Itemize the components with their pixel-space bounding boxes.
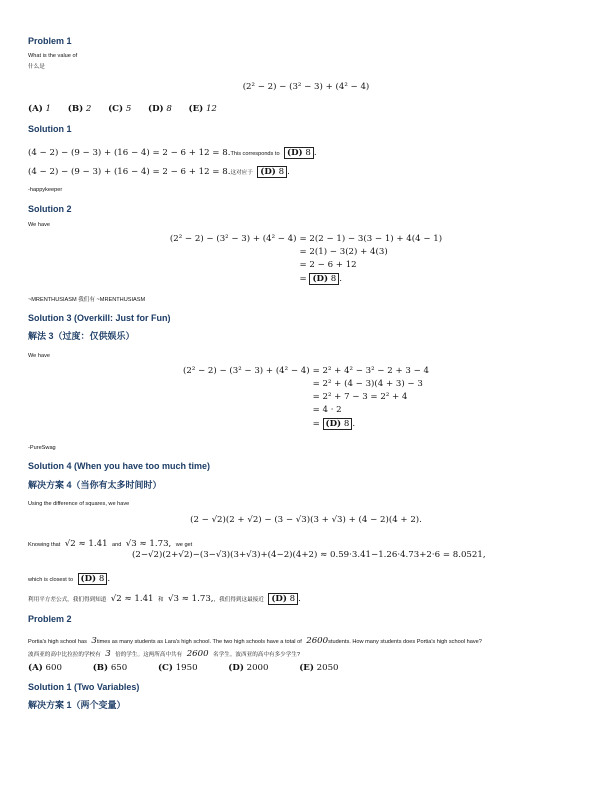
answer-box: (D) 8 [309, 273, 339, 285]
solution-2-equation: (2² − 2) − (3² − 3) + (4² − 4) = 2(2 − 1) − 3(3 − 1) + 4(4 − 1) = 2(1) − 3(2) + 4(3) = 2 − 6 + 12 = (D) 8 . [169, 234, 443, 284]
solution-3-author: -PureSwag [28, 445, 56, 451]
solution-1-line-2: (4 − 2) − (9 − 3) + (16 − 4) = 2 − 6 + 12 = 8.这对应于 (D) 8 . [28, 167, 290, 177]
solution-4-knowing-line: Knowing that √2 ≈ 1.41 and √3 ≈ 1.73, we get [28, 539, 193, 549]
solution-4-heading: Solution 4 (When you have too much time) [28, 461, 211, 471]
solution-1-heading: Solution 1 [28, 124, 72, 134]
choice-b: (B) 2 [67, 104, 92, 114]
solution-4-closest-line: which is closest to (D) 8 . [28, 574, 111, 584]
problem-2-question-en: Portia's high school has 3times as many students as Lara's high school. The two high schools have a total of 2600students. How many students does Portia's high school have? [28, 636, 482, 646]
choice-c: (C) 1950 [157, 663, 198, 673]
problem-1-question-en: What is the value of [28, 53, 78, 59]
choice-e: (E) 12 [188, 104, 217, 114]
choice-a: (A) 1 [28, 104, 52, 114]
solution-4-heading-zh: 解决方案 4（当你有太多时间时） [28, 480, 162, 490]
problem-1-choices [28, 104, 231, 114]
problem-1-question-zh: 什么是 [28, 64, 45, 70]
solution-2-author: ~MRENTHUSIASM 我们有 ~MRENTHUSIASM [28, 297, 146, 303]
problem-1-heading: Problem 1 [28, 36, 72, 46]
solution-1-line-1: (4 − 2) − (9 − 3) + (16 − 4) = 2 − 6 + 12 = 8.This corresponds to (D) 8 . [28, 148, 317, 158]
solution-1-author: -happykeeper [28, 187, 63, 193]
problem-2-question-zh: 波西亚的高中比拉拉的学校有 3 倍的学生。这两所高中共有 2600 名学生。波西亚的高中有多少学生? [28, 649, 301, 659]
solution-3-heading: Solution 3 (Overkill: Just for Fun) [28, 313, 171, 323]
problem-2-heading: Problem 2 [28, 614, 72, 624]
choice-d: (D) 2000 [228, 663, 269, 673]
choice-c: (C) 5 [108, 104, 132, 114]
choice-b: (B) 650 [92, 663, 128, 673]
solution-2-intro: We have [28, 222, 50, 228]
answer-box: (D) 8 [323, 418, 353, 430]
solution-4-equation-1: (2 − √2)(2 + √2) − (3 − √3)(3 + √3) + (4 − 2)(4 + 2). [190, 515, 422, 525]
answer-box: (D) 8 [268, 593, 298, 605]
solution-3-intro: We have [28, 353, 50, 359]
problem-2-solution-1-heading: Solution 1 (Two Variables) [28, 682, 140, 692]
problem-1-expression: (2² − 2) − (3² − 3) + (4² − 4) [242, 82, 370, 92]
solution-3-equation: (2² − 2) − (3² − 3) + (4² − 4) = 2² + 4² − 3² − 2 + 3 − 4 = 2² + (4 − 3)(4 + 3) − 3 = 2² + 7 − 3 = 2² + 4 = 4 · 2 = (D) 8 . [183, 366, 429, 429]
problem-2-choices [28, 663, 367, 673]
problem-2-solution-1-heading-zh: 解决方案 1（两个变量） [28, 700, 126, 710]
solution-2-heading: Solution 2 [28, 204, 72, 214]
answer-box: (D) 8 [78, 573, 108, 585]
answer-box: (D) 8 [284, 147, 314, 159]
solution-4-zh-line: 利用平方差公式，我们得到知道 √2 ≈ 1.41 和 √3 ≈ 1.73,，我们得到这最接近 (D) 8 . [28, 594, 301, 604]
answer-box: (D) 8 [257, 166, 287, 178]
choice-d: (D) 8 [148, 104, 172, 114]
solution-4-equation-2: (2−√2)(2+√2)−(3−√3)(3+√3)+(4−2)(4+2) ≈ 0.59·3.41−1.26·4.73+2·6 = 8.0521, [132, 550, 486, 560]
choice-a: (A) 600 [28, 663, 62, 673]
solution-4-intro: Using the difference of squares, we have [28, 501, 130, 507]
solution-3-heading-zh: 解法 3（过度：仅供娱乐） [28, 331, 135, 341]
choice-e: (E) 2050 [299, 663, 339, 673]
